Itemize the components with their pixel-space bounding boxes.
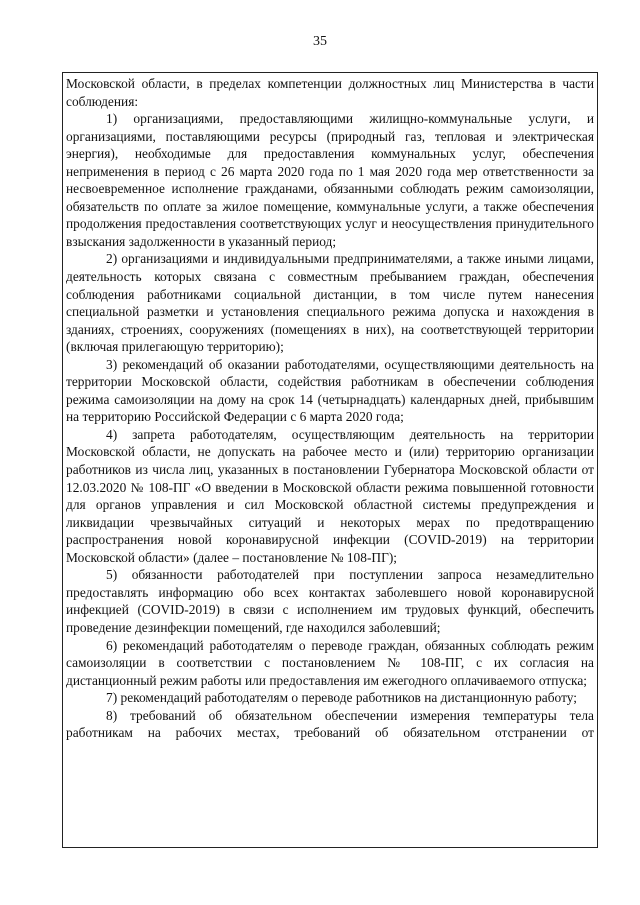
paragraph-item-8: 8) требований об обязательном обеспечении измерения температуры тела работникам на рабочих местах, требований об обязательном отстранении от: [66, 707, 594, 741]
document-text-frame: [62, 72, 598, 848]
page-number: 35: [313, 34, 327, 49]
paragraph-item-4: 4) запрета работодателям, осуществляющим деятельность на территории Московской области, не допускать на рабочее место и (или) территорию организации работников из числа лиц, указанных в постановлении Губернатора Московской области от 12.03.2020 № 108-ПГ «О введении в Московской области режима повышенной готовности для органов управления и сил Московской областной системы предупреждения и ликвидации чрезвычайных ситуаций и некоторых мерах по предотвращению распространения новой коронавирусной инфекции (COVID-2019) на территории Московской области» (далее – постановление № 108-ПГ);: [66, 426, 594, 565]
paragraph-item-3: 3) рекомендаций об оказании работодателями, осуществляющими деятельность на территории Московской области, содействия работникам в обеспечении соблюдения режима самоизоляции на дому на срок 14 (четырнадцать) календарных дней, прибывшим на территорию Российской Федерации с 6 марта 2020 года;: [66, 356, 594, 425]
paragraph-item-1: 1) организациями, предоставляющими жилищно-коммунальные услуги, и организациями, поставляющими ресурсы (природный газ, тепловая и электрическая энергия), необходимые для предоставления коммунальных услуг, обеспечения неприменения в период с 26 марта 2020 года по 1 мая 2020 года мер ответственности за несвоевременное исполнение гражданами, обязанными соблюдать режим самоизоляции, обязательств по оплате за жилое помещение, коммунальные услуги, а также обеспечения продолжения предоставления соответствующих услуг и неосуществления принудительного взыскания задолженности в указанный период;: [66, 111, 594, 249]
paragraph-item-6: 6) рекомендаций работодателям о переводе граждан, обязанных соблюдать режим самоизоляции в соответствии с постановлением № 108-ПГ, с их согласия на дистанционный режим работы или предоставления им ежегодного оплачиваемого отпуска;: [66, 637, 594, 688]
paragraph-item-2: 2) организациями и индивидуальными предпринимателями, а также иными лицами, деятельность которых связана с совместным пребыванием граждан, обеспечения соблюдения работниками социальной дистанции, в том числе путем нанесения специальной разметки и установления специального режима допуска и нахождения в зданиях, строениях, сооружениях (помещениях в них), на соответствующей территории (включая прилегающую территорию);: [66, 251, 594, 355]
paragraph-item-7: 7) рекомендаций работодателям о переводе работников на дистанционную работу;: [106, 690, 577, 706]
paragraph-item-5: 5) обязанности работодателей при поступлении запроса незамедлительно предоставлять информацию обо всех контактах заболевшего новой коронавирусной инфекцией (COVID-2019) в связи с исполнением им трудовых функций, обеспечить проведение дезинфекции помещений, где находился заболевший;: [66, 567, 594, 635]
paragraph-intro: Московской области, в пределах компетенции должностных лиц Министерства в части соблюдения:: [66, 76, 594, 109]
